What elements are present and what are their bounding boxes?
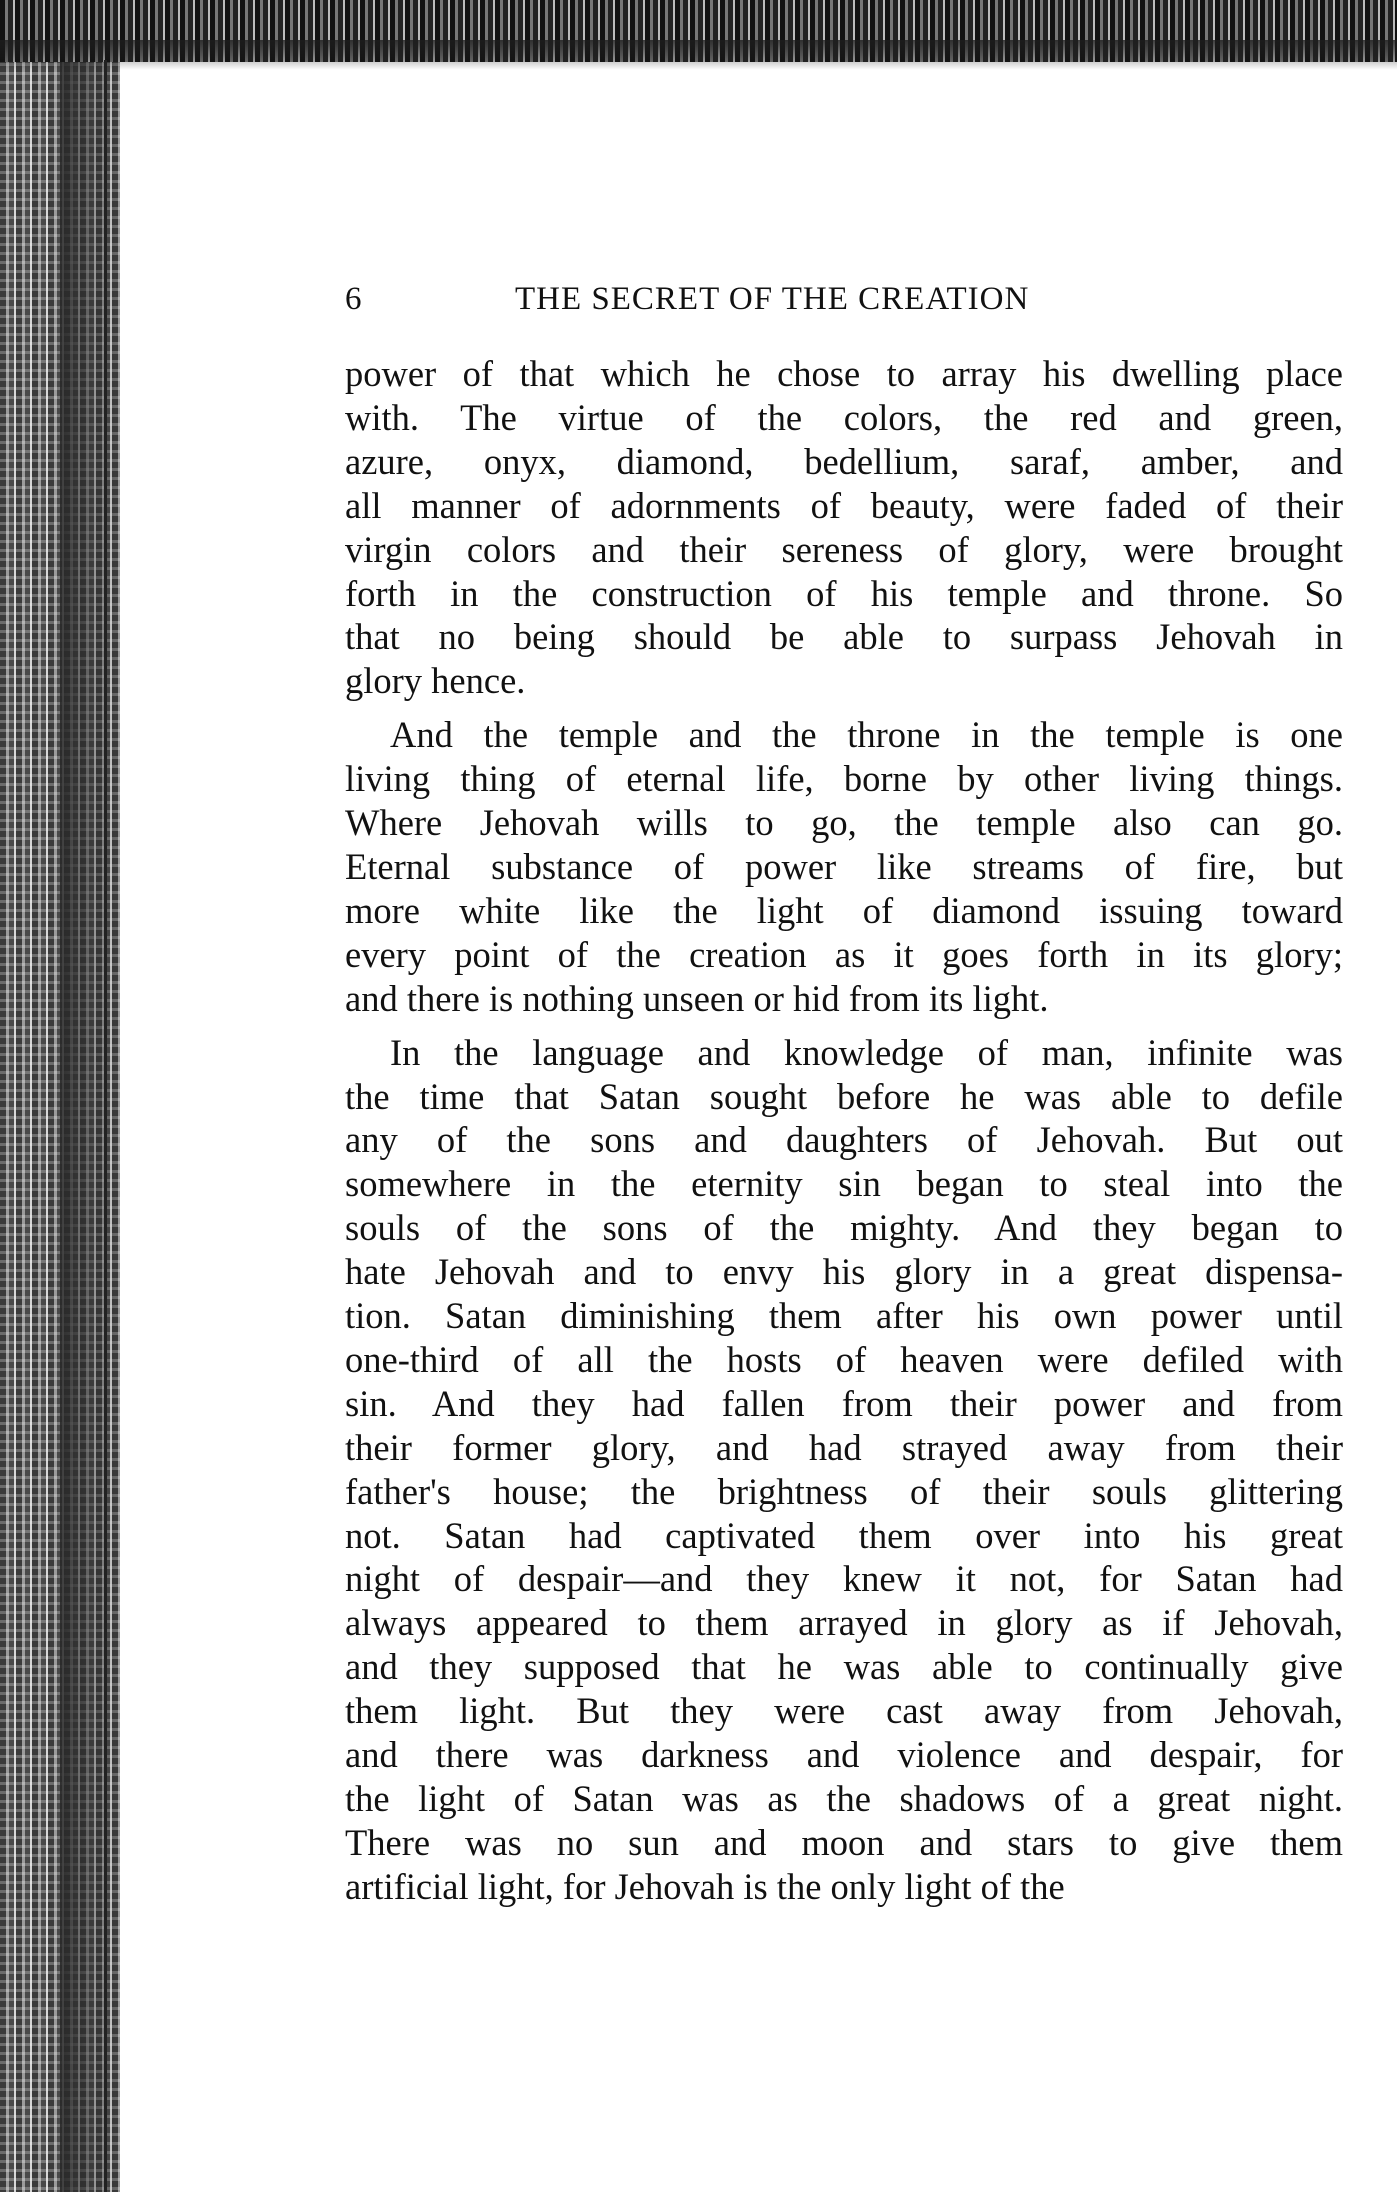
text-line: one-third of all the hosts of heaven were defiled with	[345, 1338, 1343, 1380]
paragraph	[345, 1031, 1343, 1909]
text-line: Eternal substance of power like streams of fire, but	[345, 845, 1343, 887]
text-line: and there is nothing unseen or hid from its light.	[345, 977, 1049, 1019]
text-line: living thing of eternal life, borne by other living things.	[345, 758, 1343, 800]
text-line: any of the sons and daughters of Jehovah. But out	[345, 1119, 1343, 1161]
text-line: And the temple and the throne in the temple is one	[390, 714, 1343, 756]
text-line: virgin colors and their sereness of glory, were brought	[345, 528, 1343, 570]
text-line: that no being should be able to surpass Jehovah in	[345, 616, 1343, 658]
text-line: and there was darkness and violence and despair, for	[345, 1734, 1343, 1776]
running-head	[345, 281, 1345, 331]
text-line: father's house; the brightness of their souls glittering	[345, 1470, 1343, 1512]
paragraph	[345, 713, 1343, 1020]
text-line: every point of the creation as it goes forth in its glory;	[345, 933, 1343, 975]
text-line: night of despair—and they knew it not, for Satan had	[345, 1558, 1343, 1600]
text-line: the time that Satan sought before he was able to defile	[345, 1075, 1343, 1117]
text-line: more white like the light of diamond issuing toward	[345, 889, 1343, 931]
text-line: hate Jehovah and to envy his glory in a great dispensa-	[345, 1251, 1343, 1293]
binding-shadow	[60, 0, 120, 2192]
text-line: the light of Satan was as the shadows of a great night.	[345, 1778, 1343, 1819]
text-line: not. Satan had captivated them over into his great	[345, 1514, 1343, 1556]
text-line: them light. But they were cast away from Jehovah,	[345, 1690, 1343, 1732]
text-line: sin. And they had fallen from their power and from	[345, 1382, 1343, 1424]
text-line: forth in the construction of his temple and throne. So	[345, 572, 1343, 614]
top-edge-shadow	[0, 40, 1397, 70]
text-line: tion. Satan diminishing them after his own power until	[345, 1295, 1343, 1337]
text-line: souls of the sons of the mighty. And they began to	[345, 1207, 1343, 1249]
body-text	[345, 352, 1343, 1919]
text-line: There was no sun and moon and stars to give them	[345, 1821, 1343, 1863]
paragraph	[345, 352, 1343, 703]
running-title: THE SECRET OF THE CREATION	[515, 281, 1030, 317]
page-number: 6	[345, 281, 363, 317]
text-line: In the language and knowledge of man, infinite was	[390, 1031, 1343, 1073]
text-line: with. The virtue of the colors, the red and green,	[345, 396, 1343, 438]
text-line: glory hence.	[345, 660, 526, 702]
text-line: power of that which he chose to array his dwelling place	[345, 353, 1343, 394]
page-margin-line	[104, 60, 107, 2192]
text-line: artificial light, for Jehovah is the only light of the	[345, 1865, 1065, 1907]
text-line: azure, onyx, diamond, bedellium, saraf, amber, and	[345, 440, 1343, 482]
text-line: all manner of adornments of beauty, were faded of their	[345, 484, 1343, 526]
text-line: somewhere in the eternity sin began to steal into the	[345, 1163, 1343, 1205]
text-line: and they supposed that he was able to continually give	[345, 1646, 1343, 1688]
text-line: Where Jehovah wills to go, the temple also can go.	[345, 802, 1343, 844]
text-line: their former glory, and had strayed away from their	[345, 1426, 1343, 1468]
text-line: always appeared to them arrayed in glory as if Jehovah,	[345, 1602, 1343, 1644]
